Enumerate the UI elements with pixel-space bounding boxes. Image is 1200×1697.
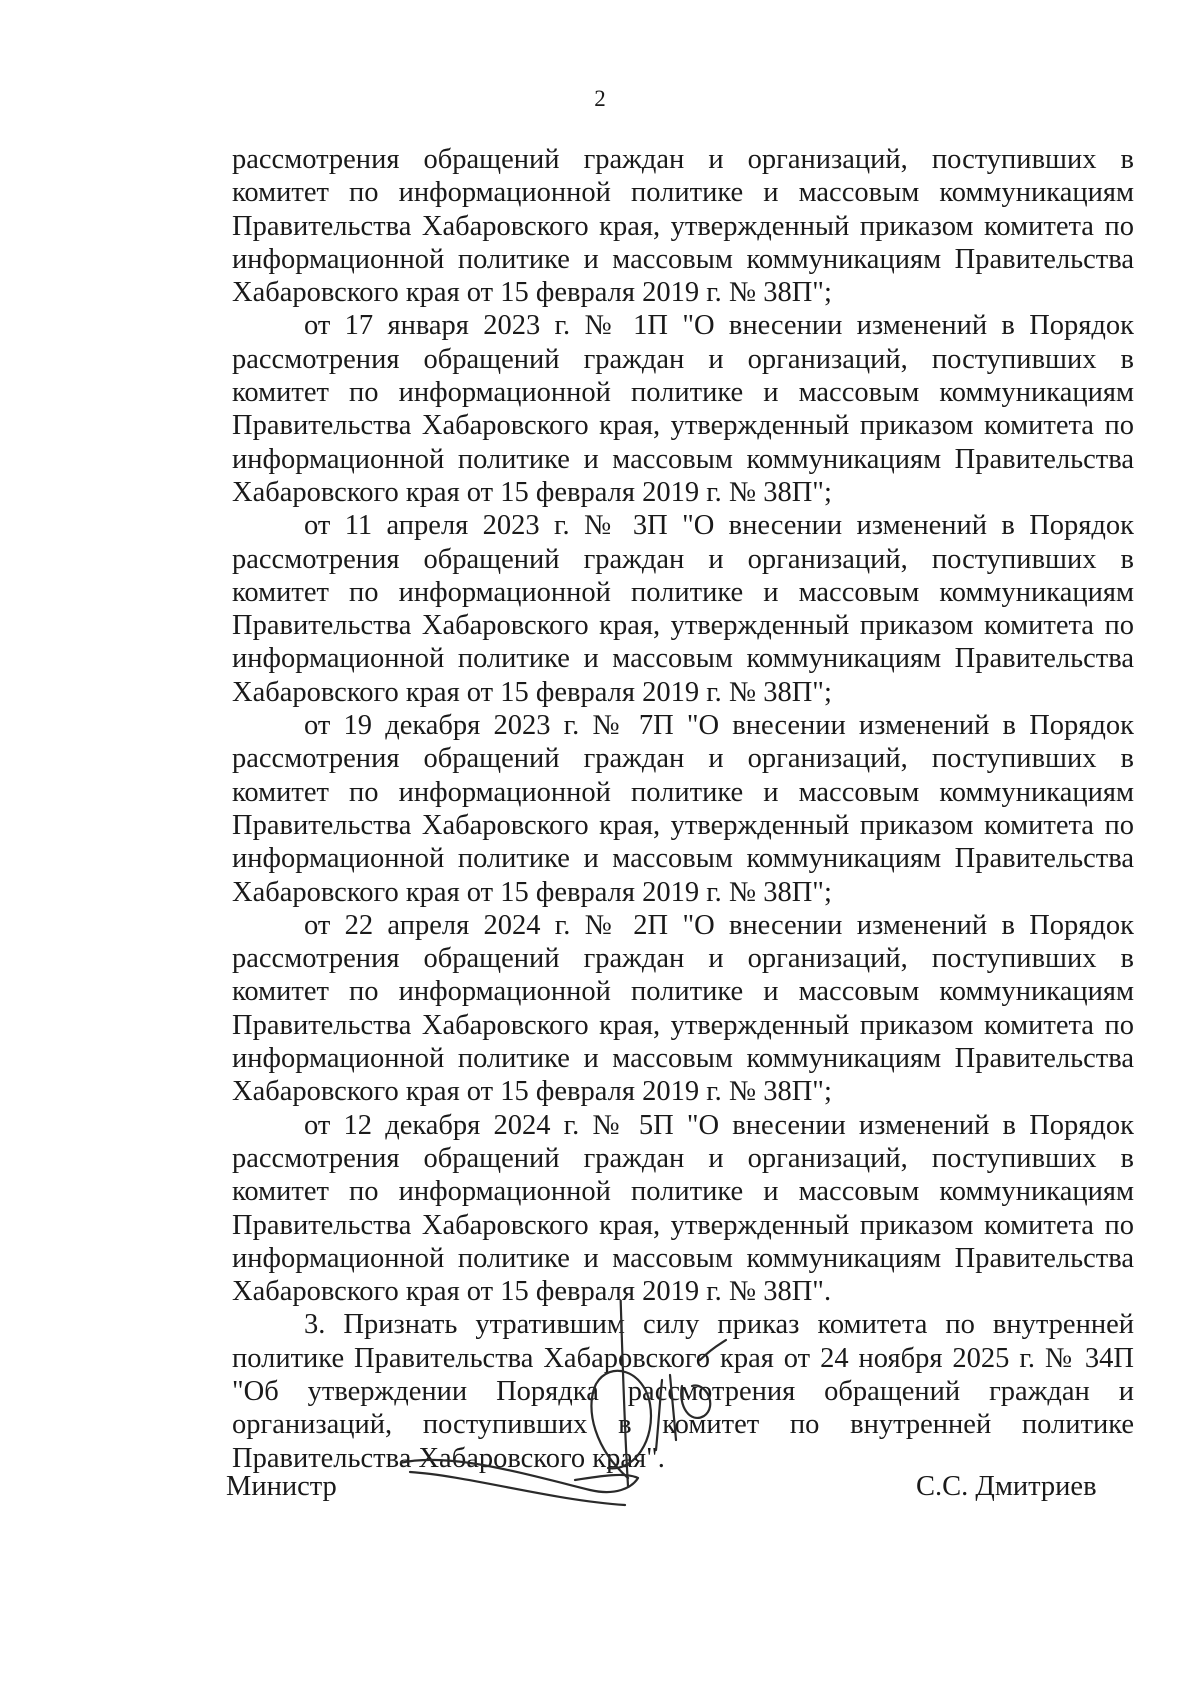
paragraph-amendment-jan-2023: от 17 января 2023 г. № 1П "О внесении изменений в Порядок рассмотрения обращений граждан и организаций, поступивших в комитет по информационной политике и массовым коммуникациям Правительства Хабаровского края, утвержденный приказом комитета по информационной политике и массовым коммуникациям Правительства Хабаровского края от 15 февраля 2019 г. № 38П"; [232, 310, 1134, 508]
handwritten-signature [400, 1300, 820, 1550]
signer-title: Министр [226, 1471, 337, 1502]
page-number: 2 [594, 86, 606, 111]
paragraph-amendment-dec-2023: от 19 декабря 2023 г. № 7П "О внесении изменений в Порядок рассмотрения обращений граждан и организаций, поступивших в комитет по информационной политике и массовым коммуникациям Правительства Хабаровского края, утвержденный приказом комитета по информационной политике и массовым коммуникациям Правительства Хабаровского края от 15 февраля 2019 г. № 38П"; [232, 710, 1134, 908]
paragraph-amendment-apr-2023: от 11 апреля 2023 г. № 3П "О внесении изменений в Порядок рассмотрения обращений граждан и организаций, поступивших в комитет по информационной политике и массовым коммуникациям Правительства Хабаровского края, утвержденный приказом комитета по информационной политике и массовым коммуникациям Правительства Хабаровского края от 15 февраля 2019 г. № 38П"; [232, 510, 1134, 708]
paragraph-amendment-apr-2024: от 22 апреля 2024 г. № 2П "О внесении изменений в Порядок рассмотрения обращений граждан и организаций, поступивших в комитет по информационной политике и массовым коммуникациям Правительства Хабаровского края, утвержденный приказом комитета по информационной политике и массовым коммуникациям Правительства Хабаровского края от 15 февраля 2019 г. № 38П"; [232, 909, 1134, 1108]
signature-row [0, 1471, 1200, 1511]
paragraph-continuation: рассмотрения обращений граждан и организаций, поступивших в комитет по информационной политике и массовым коммуникациям Правительства Хабаровского края, утвержденный приказом комитета по информационной политике и массовым коммуникациям Правительства Хабаровского края от 15 февраля 2019 г. № 38П"; [232, 144, 1134, 309]
paragraph-item-3: 3. Признать утратившим силу приказ комитета по внутренней политике Правительства Хабаровского края от 24 ноября 2025 г. № 34П "Об утверждении Порядка рассмотрения обращений граждан и организаций, поступивших в комитет по внутренней политике Правительства Хабаровского края". [232, 1309, 1134, 1474]
document-body [232, 143, 1134, 1475]
signer-name: С.С. Дмитриев [916, 1471, 1097, 1502]
paragraph-amendment-dec-2024: от 12 декабря 2024 г. № 5П "О внесении изменений в Порядок рассмотрения обращений граждан и организаций, поступивших в комитет по информационной политике и массовым коммуникациям Правительства Хабаровского края, утвержденный приказом комитета по информационной политике и массовым коммуникациям Правительства Хабаровского края от 15 февраля 2019 г. № 38П". [232, 1109, 1134, 1308]
